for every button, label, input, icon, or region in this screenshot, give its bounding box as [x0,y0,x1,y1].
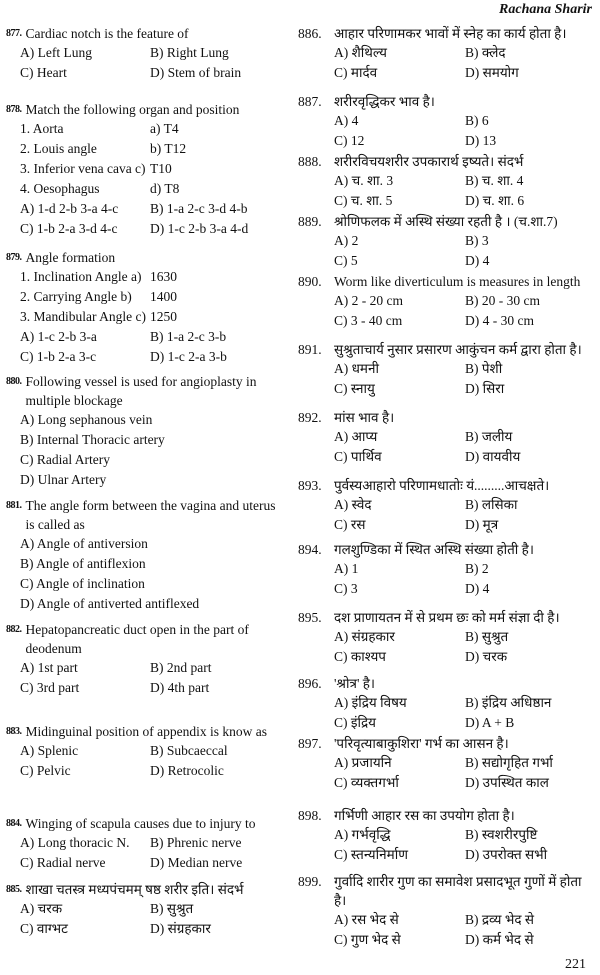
question-number: 896. [298,676,322,691]
option-row [6,470,280,490]
option: D) A + B [465,715,515,730]
option-row [6,43,280,63]
question-number: 898. [298,808,322,823]
option-row [298,191,596,211]
option: 1. Inclination Angle a) [20,269,142,284]
option: D) Ulnar Artery [20,472,107,487]
option: C) 3 - 40 cm [334,313,403,328]
option: a) T4 [150,121,179,136]
option-row [6,159,280,179]
option-row [6,594,280,614]
option: C) 1-b 2-a 3-c [20,349,97,364]
option-row [6,450,280,470]
question-text: Angle formation [25,250,116,265]
option: B) 3 [465,233,489,248]
option-row [6,199,280,219]
option: D) समयोग [465,65,519,80]
option: T10 [150,161,172,176]
option: B) 1-a 2-c 3-d 4-b [150,201,248,216]
option: A) गर्भवृद्धि [334,827,391,842]
question-text: Worm like diverticulum is measures in length [334,274,581,289]
option: C) इंद्रिय [334,715,376,730]
option: A) Left Lung [20,45,92,60]
question-899 [298,872,596,950]
question-882 [6,620,280,698]
option-row [298,291,596,311]
option-row [6,554,280,574]
option: B) सद्योगृहित गर्भा [465,755,553,770]
option: D) मूत्र [465,517,499,532]
option: D) Median nerve [150,855,243,870]
option: 1630 [150,269,177,284]
option: B) Right Lung [150,45,229,60]
option-row [6,410,280,430]
option: B) Subcaeccal [150,743,228,758]
question-number: 884. [6,818,22,829]
option: C) 3 [334,581,358,596]
option-row [298,845,596,865]
option-row [298,447,596,467]
option-row [6,853,280,873]
option: A) 1-c 2-b 3-a [20,329,97,344]
option: D) उपस्थित काल [465,775,549,790]
question-878 [6,100,280,239]
option: D) उपरोक्त सभी [465,847,548,862]
question-number: 897. [298,736,322,751]
question-text: Winging of scapula causes due to injury to [25,816,256,831]
option: C) 3rd part [20,680,80,695]
question-number: 887. [298,94,322,109]
question-text: Match the following organ and position [25,102,240,117]
option-row [298,43,596,63]
option: 1250 [150,309,177,324]
option-row [298,311,596,331]
option: B) क्लेद [465,45,506,60]
option-row [6,678,280,698]
option: A) चरक [20,901,63,916]
option-row [6,267,280,287]
option-row [6,219,280,239]
option: B) 1-a 2-c 3-b [150,329,227,344]
option: C) स्तन्यनिर्माण [334,847,408,862]
option-row [298,495,596,515]
option: A) शैथिल्य [334,45,387,60]
option-row [298,171,596,191]
option-row [6,287,280,307]
question-text: मांस भाव है। [334,410,395,425]
question-879 [6,248,280,367]
option-row [6,430,280,450]
option: D) च. शा. 6 [465,193,525,208]
question-text: गुर्वादि शारीर गुण का समावेश प्रसादभूत गुणों में होता है। [334,874,582,908]
option: B) 20 - 30 cm [465,293,540,308]
question-number: 883. [6,726,22,737]
option-row [298,825,596,845]
option: C) गुण भेद से [334,932,401,947]
option-row [298,515,596,535]
option-row [298,251,596,271]
option-row [298,713,596,733]
option: 2. Carrying Angle b) [20,289,132,304]
question-number: 885. [6,884,22,895]
question-881 [6,496,280,614]
option: B) सुश्रुत [465,629,509,644]
question-889 [298,212,596,271]
option-row [298,111,596,131]
option: A) 2 [334,233,359,248]
question-text: शाखा चतस्त्र मध्यपंचमम् षष्ठ शरीर इति। संदर्भ [25,882,244,897]
option: A) Angle of antiversion [20,536,148,551]
question-text: 'परिवृत्याबाकुशिरा' गर्भ का आसन है। [334,736,509,751]
option-row [6,761,280,781]
option: d) T8 [150,181,180,196]
question-text: दश प्राणायतन में से प्रथम छः को मर्म संज्ञा दी है। [334,610,560,625]
option: C) 1-b 2-a 3-d 4-c [20,221,118,236]
option: D) 4th part [150,680,210,695]
option: A) संग्रहकार [334,629,395,644]
question-text: सुश्रुताचार्य नुसार प्रसारण आकुंचन कर्म द्वारा होता है। [334,342,582,357]
option: D) संग्रहकार [150,921,211,936]
question-text: Following vessel is used for angioplasty in multiple blockage [25,374,257,408]
question-text: श्रोणिफलक में अस्थि संख्या रहती है । (च.शा.7) [334,214,558,229]
question-number: 893. [298,478,322,493]
option: B) पेशी [465,361,503,376]
option: B) 2nd part [150,660,212,675]
option: C) पार्थिव [334,449,382,464]
question-891 [298,340,596,399]
option: 1. Aorta [20,121,64,136]
option: A) प्रजायनि [334,755,392,770]
question-number: 892. [298,410,322,425]
option-row [298,910,596,930]
option: D) Retrocolic [150,763,224,778]
option: A) आप्य [334,429,378,444]
option: 3. Mandibular Angle c) [20,309,146,324]
option: 4. Oesophagus [20,181,100,196]
option: C) Radial nerve [20,855,106,870]
question-888 [298,152,596,211]
option: B) 2 [465,561,489,576]
question-number: 888. [298,154,322,169]
option: A) धमनी [334,361,379,376]
option: C) 12 [334,133,365,148]
option: A) Long sephanous vein [20,412,153,427]
question-text: 'श्रोत्र' है। [334,676,376,691]
option: A) Long thoracic N. [20,835,130,850]
question-880 [6,372,280,490]
option: B) स्वशरीरपुष्टि [465,827,538,842]
option: A) रस भेद से [334,912,399,927]
option: D) 4 [465,253,490,268]
option: B) Angle of antiflexion [20,556,146,571]
option-row [298,231,596,251]
option: A) च. शा. 3 [334,173,394,188]
question-text: पुर्वस्यआहारो परिणामधातोः यं.........आचक्षते। [334,478,550,493]
option-row [6,139,280,159]
option: C) च. शा. 5 [334,193,393,208]
question-number: 890. [298,274,322,289]
option: D) वायवीय [465,449,521,464]
option-row [298,753,596,773]
option: C) Angle of inclination [20,576,145,591]
question-896 [298,674,596,733]
option: B) सुश्रुत [150,901,194,916]
option-row [6,119,280,139]
option: A) इंद्रिय विषय [334,695,407,710]
option: B) 6 [465,113,489,128]
option: B) Phrenic nerve [150,835,242,850]
option: C) काश्यप [334,649,386,664]
option-row [6,63,280,83]
question-text: शरीरवृद्धिकर भाव है। [334,94,435,109]
option: D) सिरा [465,381,505,396]
option-row [298,627,596,647]
option-row [298,693,596,713]
option: B) Internal Thoracic artery [20,432,165,447]
option: D) 1-c 2-b 3-a 4-d [150,221,249,236]
option: C) Pelvic [20,763,71,778]
question-text: Cardiac notch is the feature of [25,26,189,41]
option: D) 4 [465,581,490,596]
question-text: Midinguinal position of appendix is know as [25,724,267,739]
question-893 [298,476,596,535]
option: D) 13 [465,133,497,148]
option: D) Angle of antiverted antiflexed [20,596,200,611]
option-row [298,647,596,667]
question-884 [6,814,280,873]
option-row [298,930,596,950]
option-row [6,307,280,327]
option-row [298,379,596,399]
question-number: 880. [6,376,22,387]
option-row [6,899,280,919]
option: B) द्रव्य भेद से [465,912,535,927]
option: C) व्यक्तगर्भा [334,775,399,790]
question-number: 878. [6,104,22,115]
question-894 [298,540,596,599]
question-text: The angle form between the vagina and uterus is called as [25,498,276,532]
question-number: 886. [298,26,322,41]
page-number: 221 [565,957,586,972]
option-row [298,773,596,793]
question-885 [6,880,280,939]
question-892 [298,408,596,467]
question-text: Hepatopancreatic duct open in the part of deodenum [25,622,249,656]
question-number: 879. [6,252,22,263]
question-886 [298,24,596,83]
option: A) Splenic [20,743,79,758]
question-887 [298,92,596,151]
question-number: 882. [6,624,22,635]
question-number: 877. [6,28,22,39]
option: 1400 [150,289,177,304]
question-number: 889. [298,214,322,229]
option-row [6,327,280,347]
question-number: 894. [298,542,322,557]
option-row [6,741,280,761]
question-883 [6,722,280,781]
option-row [298,131,596,151]
option: C) Radial Artery [20,452,110,467]
option: 2. Louis angle [20,141,97,156]
question-number: 899. [298,874,322,889]
option-row [6,658,280,678]
question-text: गलशुण्डिका में स्थित अस्थि संख्या होती है। [334,542,534,557]
option: B) जलीय [465,429,513,444]
option-row [298,579,596,599]
question-890 [298,272,596,331]
option: A) 4 [334,113,359,128]
option-row [298,63,596,83]
question-number: 881. [6,500,22,511]
question-number: 895. [298,610,322,625]
question-877 [6,24,280,83]
option: D) चरक [465,649,508,664]
option: B) इंद्रिय अधिष्ठान [465,695,552,710]
option-row [298,359,596,379]
question-897 [298,734,596,793]
option-row [6,833,280,853]
option: D) 1-c 2-a 3-b [150,349,227,364]
option: 3. Inferior vena cava c) [20,161,146,176]
option: b) T12 [150,141,187,156]
option: A) 1st part [20,660,78,675]
option: C) Heart [20,65,67,80]
option: C) स्नायु [334,381,375,396]
option-row [6,919,280,939]
option: A) 1-d 2-b 3-a 4-c [20,201,119,216]
question-number: 891. [298,342,322,357]
option-row [6,179,280,199]
option: C) वाग्भट [20,921,68,936]
option: C) रस [334,517,366,532]
question-898 [298,806,596,865]
running-header: Rachana Sharir [499,2,592,17]
option: C) 5 [334,253,358,268]
option: B) लसिका [465,497,518,512]
option: A) 1 [334,561,359,576]
question-895 [298,608,596,667]
option-row [6,534,280,554]
option: B) च. शा. 4 [465,173,524,188]
question-text: शरीरविचयशरीर उपकारार्थ इष्यते। संदर्भ [334,154,524,169]
option: A) स्वेद [334,497,372,512]
option-row [298,559,596,579]
option: D) कर्म भेद से [465,932,534,947]
option: A) 2 - 20 cm [334,293,403,308]
question-text: गर्भिणी आहार रस का उपयोग होता है। [334,808,515,823]
option-row [298,427,596,447]
option: D) Stem of brain [150,65,242,80]
option: D) 4 - 30 cm [465,313,534,328]
option: C) मार्दव [334,65,378,80]
option-row [6,347,280,367]
question-text: आहार परिणामकर भावों में स्नेह का कार्य होता है। [334,26,567,41]
option-row [6,574,280,594]
